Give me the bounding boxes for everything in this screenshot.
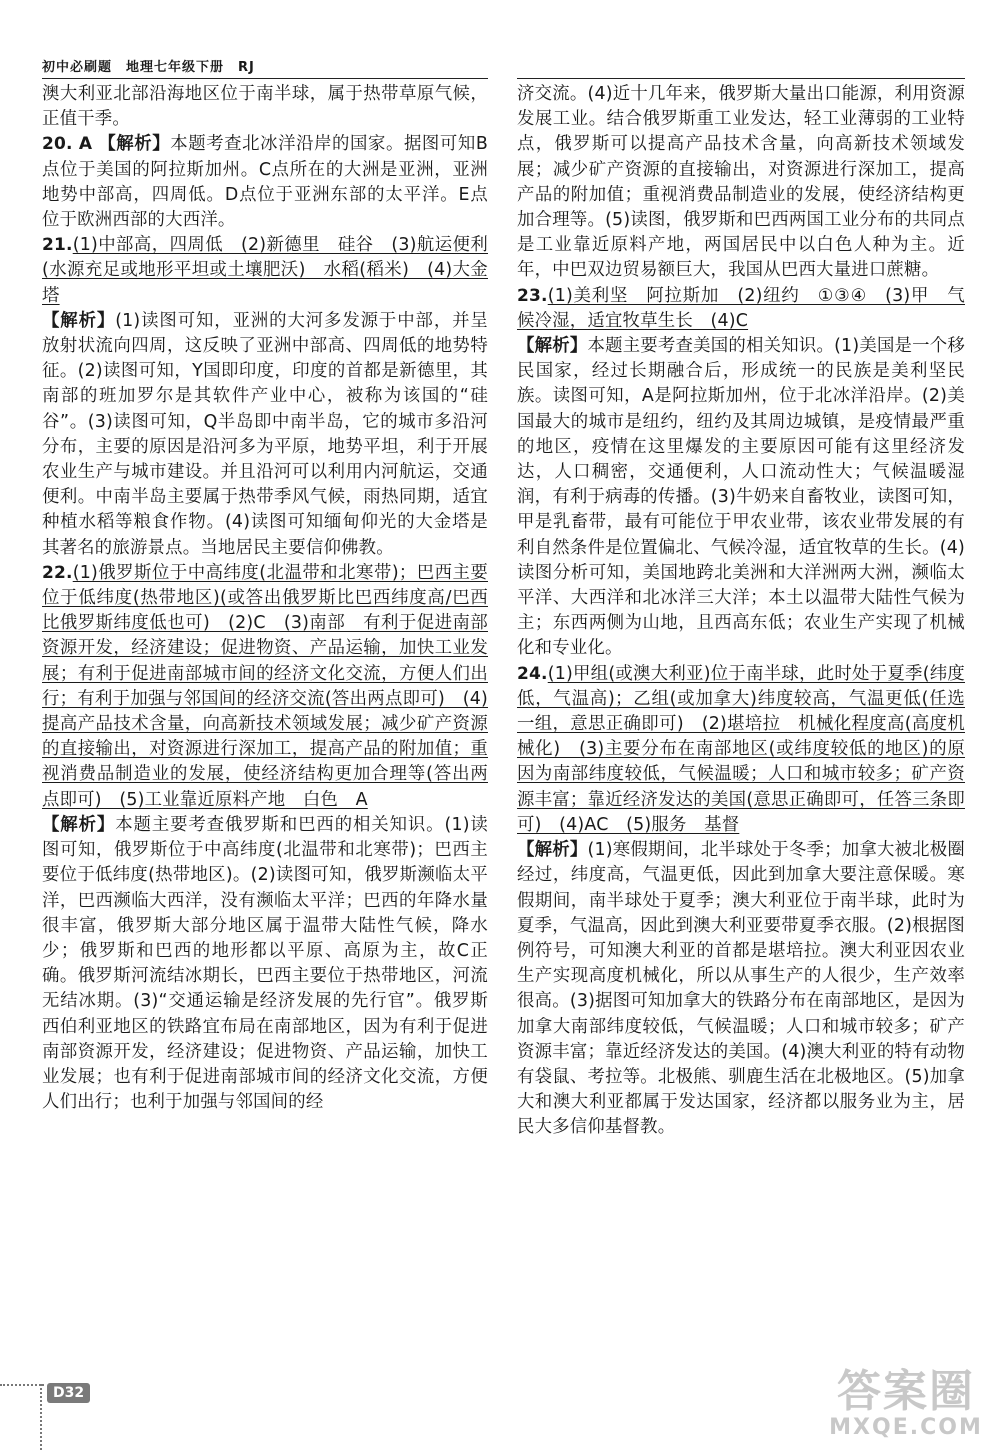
analysis-tag: 【解析】 [42, 814, 116, 835]
watermark-title: 答案圈 [837, 1366, 975, 1417]
left-column [42, 82, 488, 1115]
question-number: 24. [517, 663, 548, 684]
question-21 [42, 233, 488, 309]
question-number: 20. [42, 134, 73, 155]
page-corner-dots [0, 1384, 44, 1386]
question-number: 22. [42, 562, 73, 583]
watermark-logo [826, 1368, 986, 1440]
analysis-tag: 【解析】 [517, 840, 588, 861]
book-edition: RJ [238, 60, 255, 75]
analysis-text: (1)读图可知，亚洲的大河多发源于中部，并呈放射状流向四周，这反映了亚洲中部高、四周低的地势特征。(2)读图可知，Y国即印度，印度的首都是新德里，其南部的班加罗尔是其软件产业中心，被称为该国的“硅谷”。(3)读图可知，Q半岛即中南半岛，它的城市多沿河分布，主要的原因是沿河多为平原，地势平坦，利于开展农业生产与城市建设。并且沿河可以利用内河航运，交通便利。中南半岛主要属于热带季风气候，雨热同期，适宜种植水稻等粮食作物。(4)读图可知缅甸仰光的大金塔是其著名的旅游景点。当地居民主要信仰佛教。 [42, 310, 488, 558]
header-rule-right [517, 78, 965, 79]
page-corner-dots-vertical [40, 1384, 42, 1450]
right-column [517, 82, 965, 1141]
answer: A [78, 134, 93, 155]
analysis-21 [42, 309, 488, 561]
analysis-tag: 【解析】 [517, 336, 588, 357]
watermark-url: MXQE.COM [829, 1415, 983, 1440]
continued-paragraph: 济交流。(4)近十几年来，俄罗斯大量出口能源，利用资源发展工业。结合俄罗斯重工业发达，轻工业薄弱的工业特点，俄罗斯可以提高产品技术含量，向高新技术领域发展；减少矿产资源的直接输出，对资源进行深加工，提高产品的附加值；重视消费品制造业的发展，使经济结构更加合理等。(5)读图，俄罗斯和巴西两国工业分布的共同点是工业靠近原料产地，两国居民中以白色人种为主。近年，中巴双边贸易额巨大，我国从巴西大量进口蔗糖。 [517, 84, 965, 281]
page-number: D32 [47, 1383, 90, 1403]
book-subject: 地理七年级下册 [126, 60, 225, 75]
question-number: 21. [42, 235, 73, 256]
analysis-tag: 【解析】 [98, 134, 171, 155]
continued-paragraph: 澳大利亚北部沿海地区位于南半球，属于热带草原气候，正值干季。 [42, 84, 488, 130]
answer: (1)甲组(或澳大利亚)位于南半球，此时处于夏季(纬度低，气温高)；乙组(或加拿大)纬度较高，气温更低(任选一组，意思正确即可) (2)堪培拉 机械化程度高(高度机械化) (3)主要分布在南部地区(或纬度较低的地区)的原因为南部纬度较低，气候温暖；人口和城市较多；矿产资源丰富；靠近经济发达的美国(意思正确即可，任答三条即可) (4)AC (5)服务 基督 [517, 663, 965, 835]
question-number: 23. [517, 285, 548, 306]
analysis-23 [517, 334, 965, 662]
analysis-tag: 【解析】 [42, 310, 116, 331]
answer: (1)中部高，四周低 (2)新德里 硅谷 (3)航运便利(水源充足或地形平坦或土壤肥沃) 水稻(稻米) (4)大金塔 [42, 235, 488, 306]
analysis-text: 本题主要考查美国的相关知识。(1)美国是一个移民国家，经过长期融合后，形成统一的民族是美利坚民族。读图可知，A是阿拉斯加州，位于北冰洋沿岸。(2)美国最大的城市是纽约，纽约及其周边城镇，是疫情最严重的地区，疫情在这里爆发的主要原因可能有这里经济发达，人口稠密，交通便利，人口流动性大；气候温暖湿润，有利于病毒的传播。(3)牛奶来自畜牧业，读图可知，甲是乳畜带，最有可能位于甲农业带，该农业带发展的有利自然条件是位置偏北、气候冷湿，适宜牧草的生长。(4)读图分析可知，美国地跨北美洲和大洋洲两大洲，濒临太平洋、大西洋和北冰洋三大洋；本土以温带大陆性气候为主；东西两侧为山地，且西高东低；农业生产实现了机械化和专业化。 [517, 336, 965, 659]
analysis-22 [42, 813, 488, 1115]
analysis-24 [517, 838, 965, 1140]
answer: (1)美利坚 阿拉斯加 (2)纽约 ①③④ (3)甲 气候冷湿，适宜牧草生长 (4)C [517, 285, 965, 331]
analysis-text: 本题考查北冰洋沿岸的国家。据图可知B点位于美国的阿拉斯加州。C点所在的大洲是亚洲，亚洲地势中部高，四周低。D点位于亚洲东部的太平洋。E点位于欧洲西部的大西洋。 [42, 134, 488, 231]
answer: (1)俄罗斯位于中高纬度(北温带和北寒带)；巴西主要位于低纬度(热带地区)(或答出俄罗斯比巴西纬度高/巴西比俄罗斯纬度低也可) (2)C (3)南部 有利于促进南部资源开发，经济建设；促进物资、产品运输，加快工业发展；有利于促进南部城市间的经济文化交流，方便人们出行；有利于加强与邻国间的经济交流(答出两点即可) (4)提高产品技术含量，向高新技术领域发展；减少矿产资源的直接输出，对资源进行深加工，提高产品的附加值；重视消费品制造业的发展，使经济结构更加合理等(答出两点即可) (5)工业靠近原料产地 白色 A [42, 562, 488, 810]
question-24 [517, 662, 965, 838]
header-rule-left [42, 78, 488, 79]
book-series: 初中必刷题 [42, 60, 113, 75]
question-23 [517, 284, 965, 334]
analysis-text: (1)寒假期间，北半球处于冬季；加拿大被北极圈经过，纬度高，气温更低，因此到加拿大要注意保暖。寒假期间，南半球处于夏季；澳大利亚位于南半球，此时为夏季，气温高，因此到澳大利亚要带夏季衣服。(2)根据图例符号，可知澳大利亚的首都是堪培拉。澳大利亚因农业生产实现高度机械化，所以从事生产的人很少，生产效率很高。(3)据图可知加拿大的铁路分布在南部地区，是因为加拿大南部纬度较低，气候温暖；人口和城市较多；矿产资源丰富；靠近经济发达的美国。(4)澳大利亚的特有动物有袋鼠、考拉等。北极熊、驯鹿生活在北极地区。(5)加拿大和澳大利亚都属于发达国家，经济都以服务业为主，居民大多信仰基督教。 [517, 840, 965, 1138]
question-20 [42, 132, 488, 233]
analysis-text: 本题主要考查俄罗斯和巴西的相关知识。(1)读图可知，俄罗斯位于中高纬度(北温带和北寒带)；巴西主要位于低纬度(热带地区)。(2)读图可知，俄罗斯濒临太平洋，巴西濒临大西洋，没有濒临太平洋；巴西的年降水量很丰富，俄罗斯大部分地区属于温带大陆性气候，降水少；俄罗斯和巴西的地形都以平原、高原为主，故C正确。俄罗斯河流结冰期长，巴西主要位于热带地区，河流无结冰期。(3)“交通运输是经济发展的先行官”。俄罗斯西伯利亚地区的铁路宜布局在南部地区，因为有利于促进南部资源开发，经济建设；促进物资、产品运输，加快工业发展；也有利于促进南部城市间的经济文化交流，方便人们出行；也利于加强与邻国间的经 [42, 814, 488, 1113]
question-22 [42, 561, 488, 813]
running-header [42, 56, 269, 75]
